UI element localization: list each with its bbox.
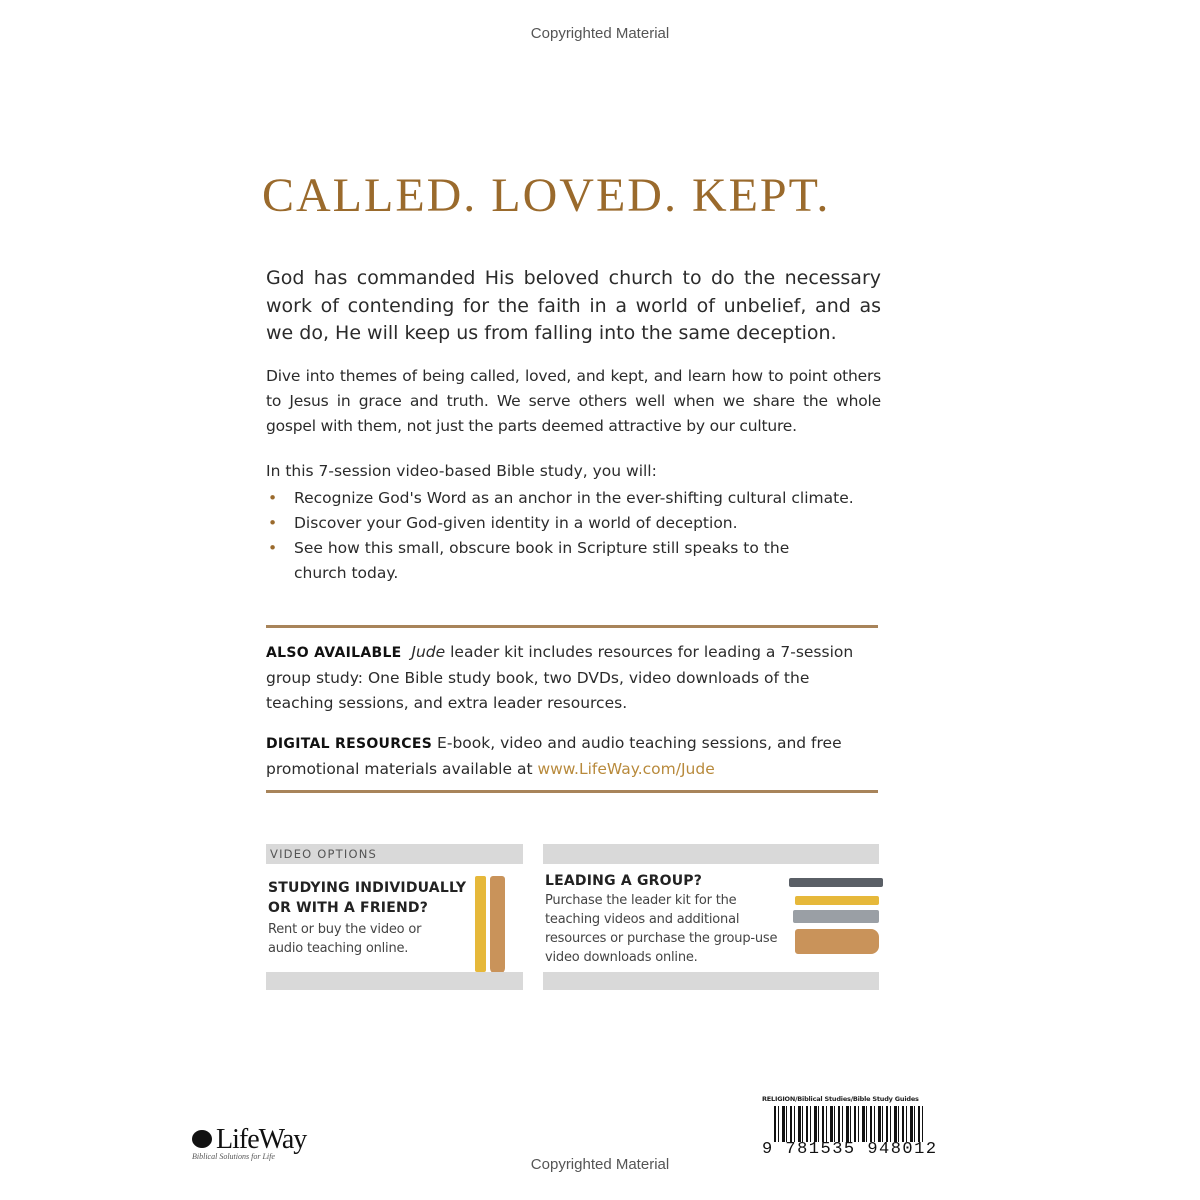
headline: CALLED. LOVED. KEPT. bbox=[262, 169, 831, 222]
digital-resources-section bbox=[266, 731, 878, 782]
isbn-number: 9 781535 948012 bbox=[762, 1140, 938, 1159]
intro-paragraph: God has commanded His beloved church to do the necessary work of contending for the faith in a world of unbelief, and as we do, He will keep us from falling into the same deception. bbox=[266, 267, 881, 344]
divider-bottom bbox=[266, 790, 878, 793]
footer-bar bbox=[266, 972, 523, 990]
publisher-tagline: Biblical Solutions for Life bbox=[192, 1152, 275, 1161]
bullet-icon: • bbox=[268, 539, 278, 557]
book-stack-gray-icon bbox=[793, 910, 879, 923]
group-title: LEADING A GROUP? bbox=[545, 873, 703, 889]
publisher-name: LifeWay bbox=[216, 1124, 307, 1155]
copyright-notice-top: Copyrighted Material bbox=[530, 25, 670, 42]
individual-text: Rent or buy the video or audio teaching online. bbox=[268, 922, 422, 956]
list-item: • Discover your God-given identity in a world of deception. bbox=[266, 511, 866, 536]
list-item: • See how this small, obscure book in Scripture still speaks to the church today. bbox=[266, 536, 814, 586]
list-item: • Recognize God's Word as an anchor in the ever-shifting cultural climate. bbox=[266, 486, 866, 511]
footer-bar bbox=[543, 972, 879, 990]
video-options-header-bar bbox=[266, 844, 523, 864]
individual-title: STUDYING INDIVIDUALLY OR WITH A FRIEND? bbox=[268, 880, 467, 916]
header-bar bbox=[543, 844, 879, 864]
digital-resources-text: E-book, video and audio teaching sessions, and free promotional materials available at bbox=[266, 734, 842, 778]
divider-top bbox=[266, 625, 878, 628]
book-stack-yellow-icon bbox=[795, 896, 879, 905]
benefits-list bbox=[266, 486, 866, 586]
bisac-category: RELIGION/Biblical Studies/Bible Study Guides bbox=[762, 1095, 919, 1103]
bullet-icon: • bbox=[268, 514, 278, 532]
copyright-notice-bottom: Copyrighted Material bbox=[530, 1156, 670, 1173]
book-stack-dark-icon bbox=[789, 878, 883, 887]
lifeway-cross-icon bbox=[192, 1130, 212, 1148]
video-option-individual bbox=[266, 844, 523, 990]
book-spine-tan-icon bbox=[490, 876, 505, 974]
book-stack-tan-icon bbox=[795, 929, 879, 954]
book-spine-yellow-icon bbox=[475, 876, 486, 972]
study-title: Jude bbox=[411, 643, 446, 661]
video-options-header: VIDEO OPTIONS bbox=[270, 847, 378, 861]
lifeway-link[interactable]: www.LifeWay.com/Jude bbox=[537, 760, 715, 778]
list-intro: In this 7-session video-based Bible study, you will: bbox=[266, 462, 657, 480]
group-text: Purchase the leader kit for the teaching videos and additional resources or purchase the group-use video downloads online. bbox=[545, 893, 778, 965]
isbn-barcode bbox=[762, 1095, 938, 1159]
digital-resources-label: DIGITAL RESOURCES bbox=[266, 736, 433, 752]
also-available-label: ALSO AVAILABLE bbox=[266, 645, 402, 661]
bullet-icon: • bbox=[268, 489, 278, 507]
also-available-section bbox=[266, 640, 878, 716]
barcode-icon bbox=[774, 1106, 924, 1142]
also-available-text: leader kit includes resources for leading a 7-session group study: One Bible study book, two DVDs, video downloads of the teaching sessions, and extra leader resources. bbox=[266, 643, 854, 712]
video-option-group bbox=[543, 844, 879, 990]
description-paragraph: Dive into themes of being called, loved, and kept, and learn how to point others to Jesus in grace and truth. We serve others well when we share the whole gospel with them, not just the parts deemed attractive by our culture. bbox=[266, 367, 881, 435]
